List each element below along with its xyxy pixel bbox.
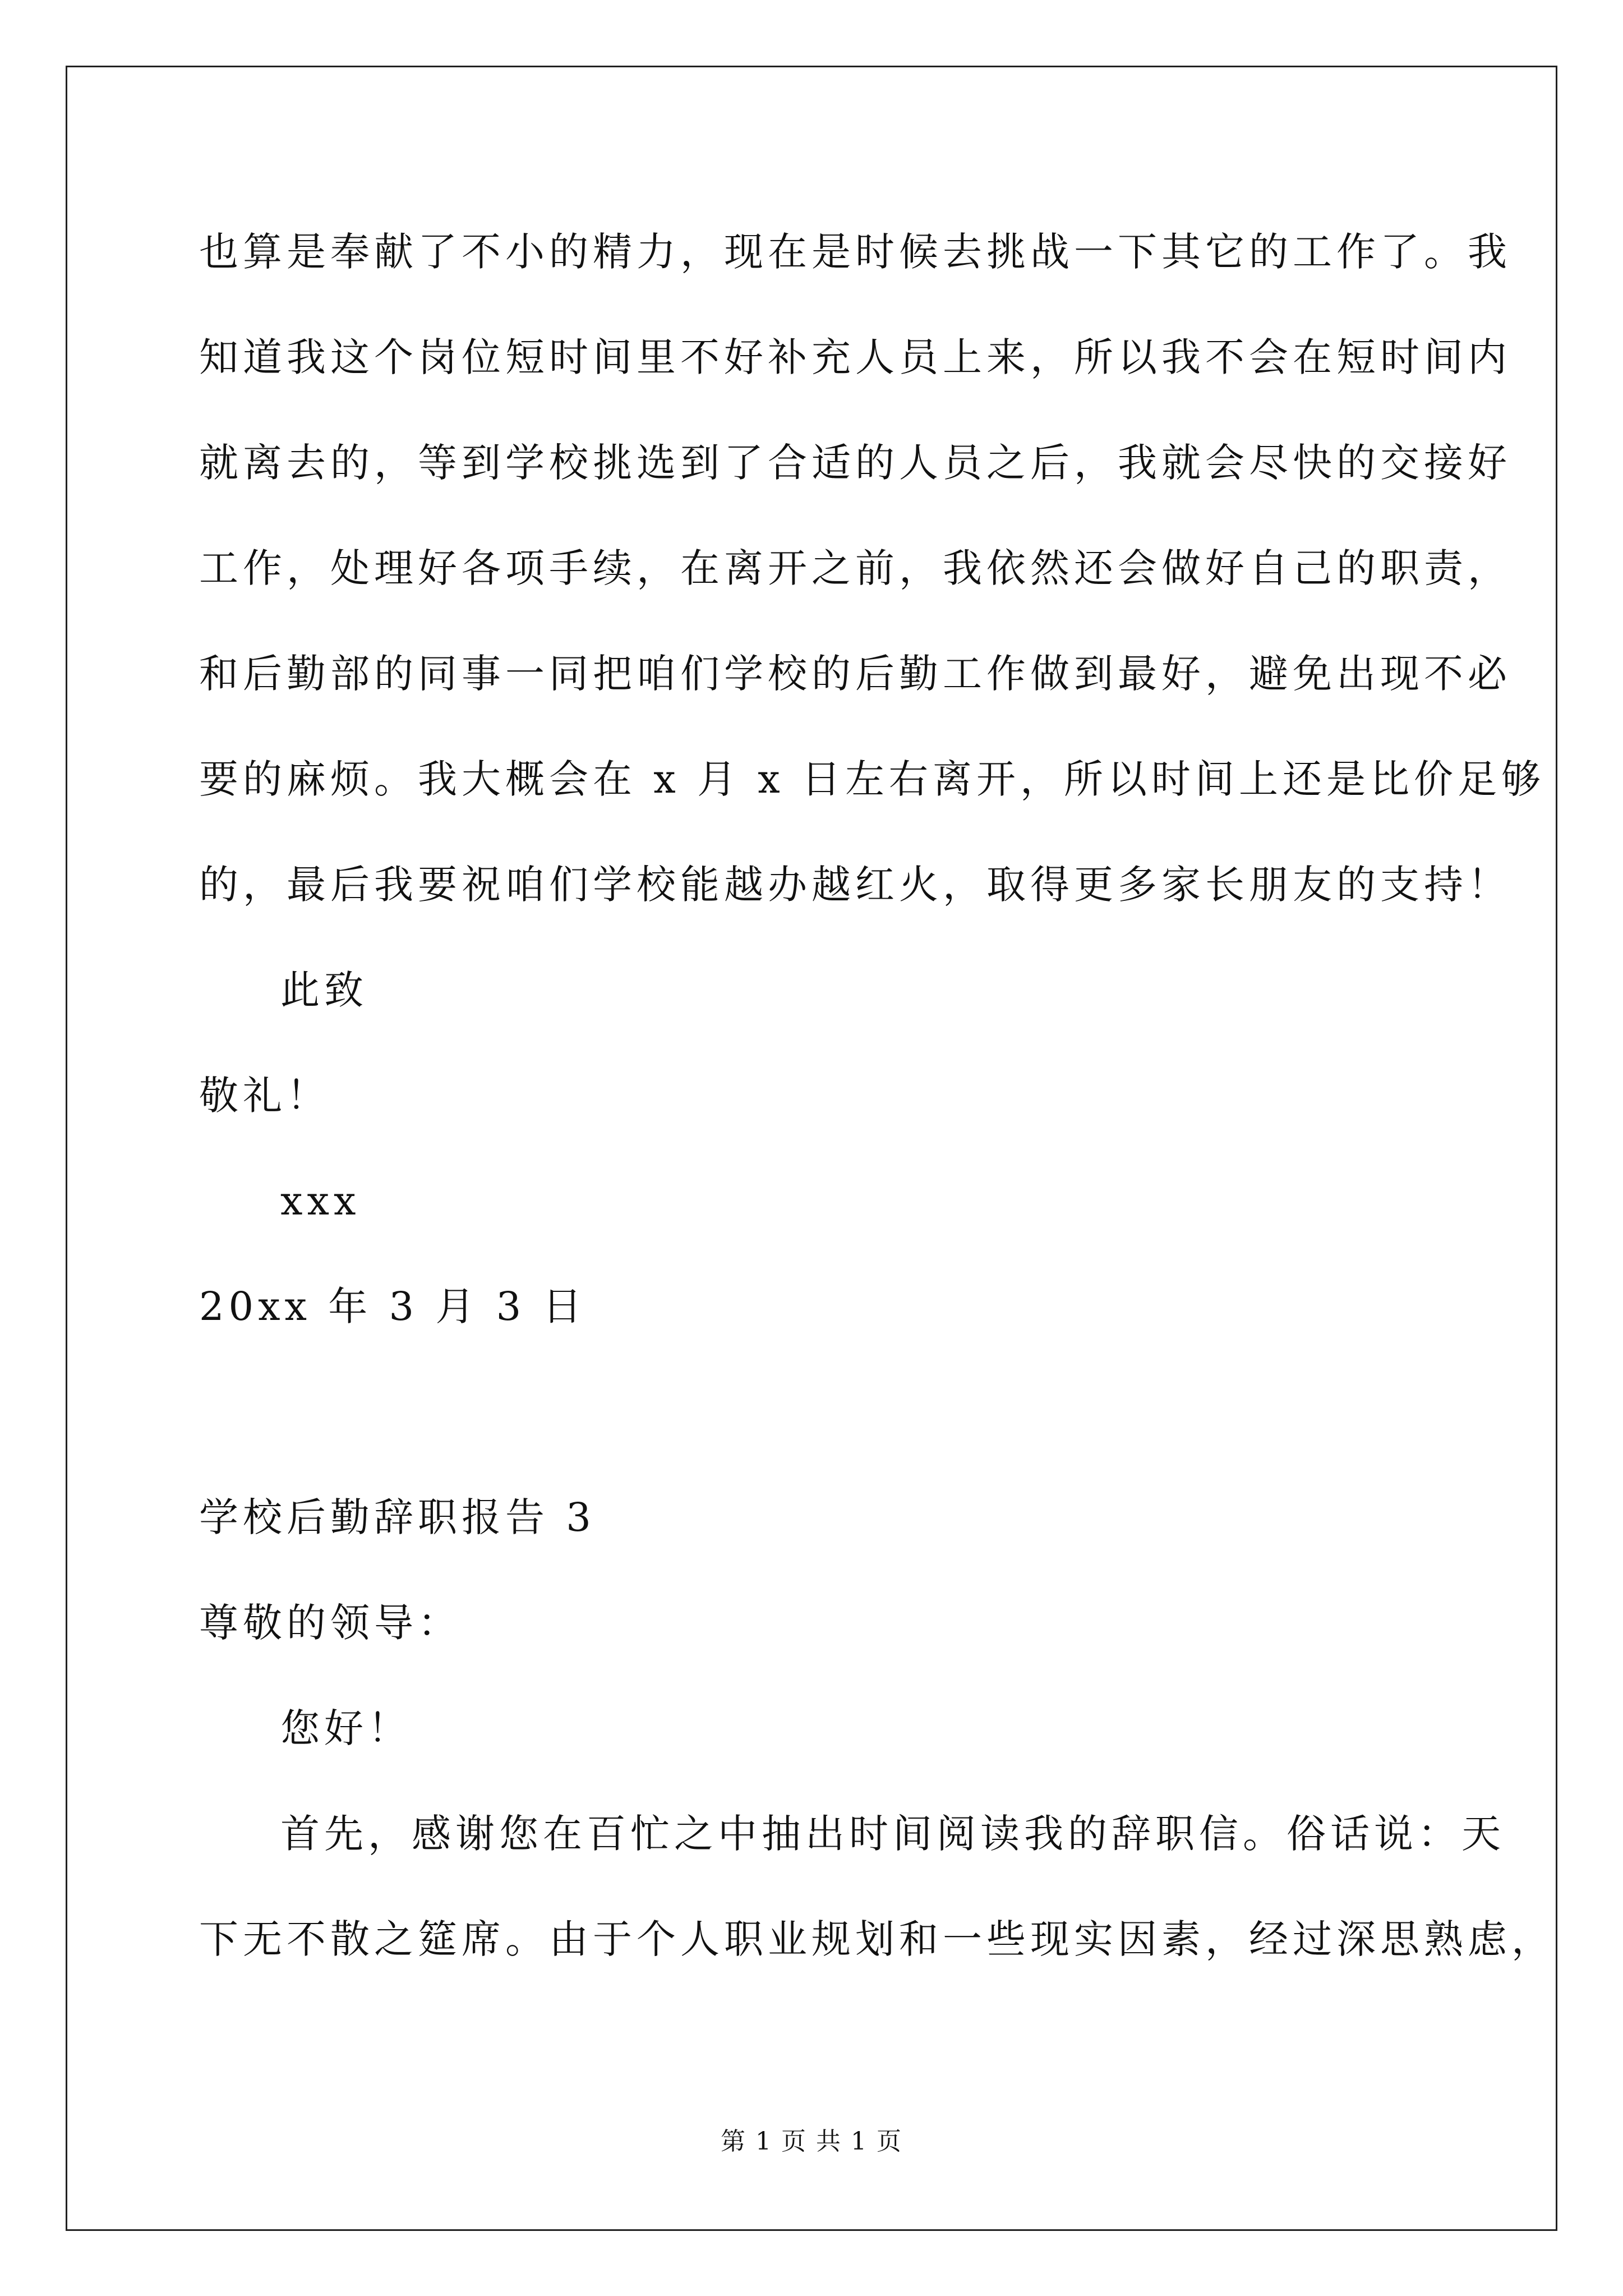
- body-line: 也算是奉献了不小的精力，现在是时候去挑战一下其它的工作了。我: [199, 229, 1511, 275]
- closing-salutation: 此致: [280, 967, 368, 1013]
- section-title: 学校后勤辞职报告 3: [199, 1494, 596, 1540]
- greeting: 尊敬的领导：: [199, 1600, 462, 1646]
- body-line: 和后勤部的同事一同把咱们学校的后勤工作做到最好，避免出现不必: [199, 651, 1511, 697]
- document-body: [199, 199, 1555, 1992]
- body-line: 的，最后我要祝咱们学校能越办越红火，取得更多家长朋友的支持！: [199, 862, 1511, 908]
- closing-respect: 敬礼！: [199, 1073, 330, 1119]
- body-line: 要的麻烦。我大概会在 x 月 x 日左右离开，所以时间上还是比价足够: [199, 756, 1545, 802]
- hello-line: 您好！: [280, 1705, 412, 1751]
- page-number-footer: 第 1 页 共 1 页: [721, 2127, 902, 2156]
- body-line: 下无不散之筵席。由于个人职业规划和一些现实因素，经过深思熟虑，: [199, 1916, 1555, 1962]
- section-gap: [199, 1359, 1455, 1465]
- body-line: 工作，处理好各项手续，在离开之前，我依然还会做好自己的职责，: [199, 545, 1511, 591]
- signature: xxx: [280, 1178, 361, 1224]
- body-line: 就离去的，等到学校挑选到了合适的人员之后，我就会尽快的交接好: [199, 440, 1511, 486]
- body-line: 知道我这个岗位短时间里不好补充人员上来，所以我不会在短时间内: [199, 334, 1511, 380]
- letter-date: 20xx 年 3 月 3 日: [199, 1283, 587, 1329]
- body-line: 首先，感谢您在百忙之中抽出时间阅读我的辞职信。俗话说：天: [280, 1811, 1505, 1857]
